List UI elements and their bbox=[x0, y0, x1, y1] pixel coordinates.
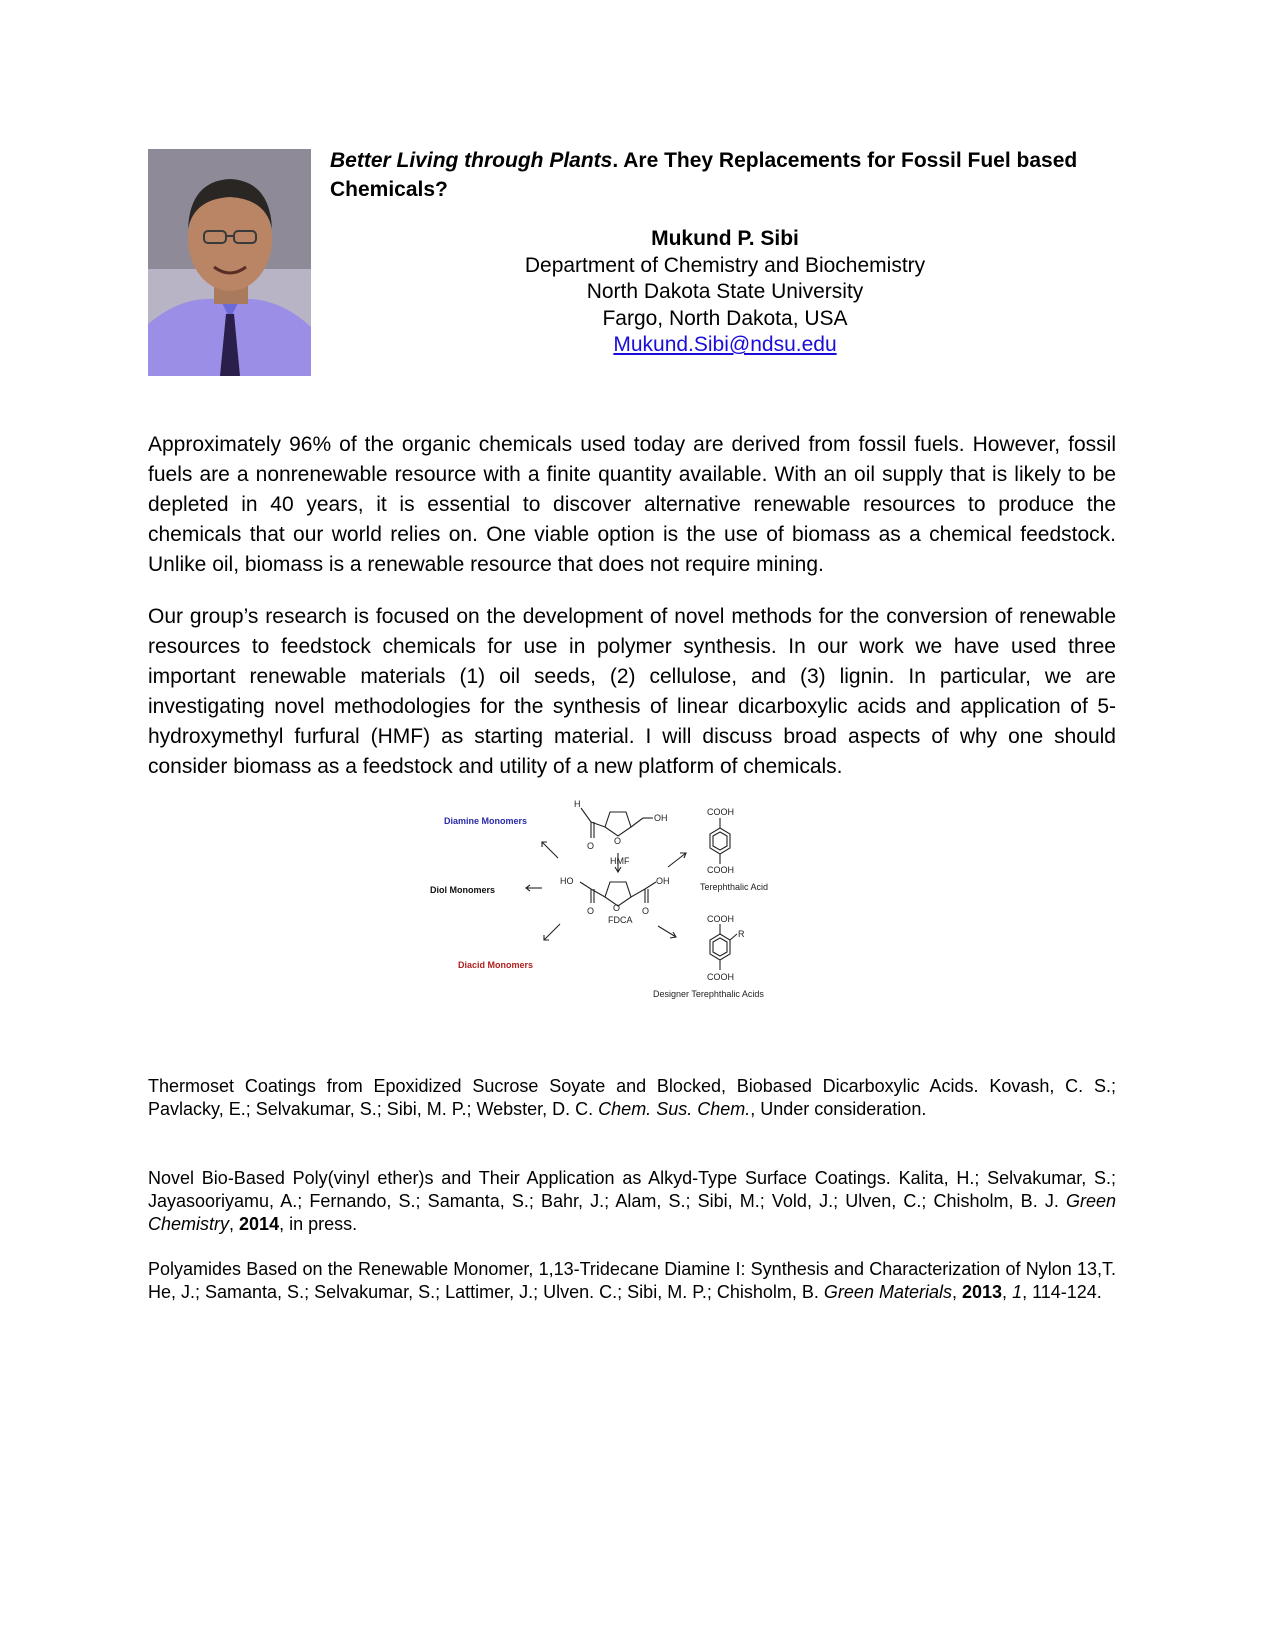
designer-terephthalic-label: Designer Terephthalic Acids bbox=[653, 989, 764, 999]
hmf-h-label: H bbox=[574, 800, 581, 809]
fdca-o-right-label: O bbox=[642, 906, 650, 916]
reference-2 bbox=[148, 1167, 1116, 1236]
reference-2-sep: , bbox=[229, 1214, 240, 1234]
designer-r-label: R bbox=[738, 929, 745, 939]
reference-3-text: Polyamides Based on the Renewable Monomer, 1,13-Tridecane Diamine I: Synthesis and Characterization of Nylon 13,T. He, J.; Samanta, S.; Selvakumar, S.; Lattimer, J.; Ulven. C.; Sibi, M. P.; Chisholm, B. bbox=[148, 1259, 1116, 1302]
author-photo bbox=[148, 149, 311, 376]
reference-2-journal: Green Chemistry bbox=[148, 1191, 1116, 1234]
fdca-ring-o-label: O bbox=[613, 903, 621, 913]
talk-title-italic: Better Living through Plants bbox=[330, 149, 613, 172]
diacid-monomers-label: Diacid Monomers bbox=[458, 960, 534, 970]
reference-3-sep2: , bbox=[1002, 1282, 1013, 1302]
reference-1-status: , Under consideration. bbox=[750, 1099, 927, 1119]
hmf-oh-label: OH bbox=[654, 813, 668, 823]
fdca-oh-label: OH bbox=[656, 876, 670, 886]
fdca-label: FDCA bbox=[608, 915, 633, 925]
hmf-o-label: O bbox=[587, 841, 595, 851]
reference-3-journal: Green Materials bbox=[823, 1282, 952, 1302]
hmf-ring-o-label: O bbox=[614, 836, 622, 846]
reference-2-text: Novel Bio-Based Poly(vinyl ether)s and Their Application as Alkyd-Type Surface Coatings. Kalita, H.; Selvakumar, S.; Jayasooriyamu, A.; Fernando, S.; Samanta, S.; Bahr, J.; Alam, S.; Sibi, M.; Vold, J.; Ulven, C.; Chisholm, B. J. bbox=[148, 1168, 1116, 1211]
reference-2-status: , in press. bbox=[279, 1214, 358, 1234]
designer-cooh-top: COOH bbox=[707, 914, 734, 924]
reference-1-text: Thermoset Coatings from Epoxidized Sucrose Soyate and Blocked, Biobased Dicarboxylic Acids. Kovash, C. S.; Pavlacky, E.; Selvakumar, S.; Sibi, M. P.; Webster, D. C. bbox=[148, 1076, 1116, 1119]
hmf-label: HMF bbox=[610, 856, 630, 866]
talk-title-rest: . Are They Replacements for Fossil Fuel based Chemicals? bbox=[330, 149, 1078, 201]
reference-3-pages: , 114-124. bbox=[1022, 1282, 1102, 1302]
reaction-scheme bbox=[430, 800, 830, 1050]
diol-monomers-label: Diol Monomers bbox=[430, 885, 496, 895]
talk-title bbox=[330, 146, 1130, 204]
author-info bbox=[430, 226, 1020, 359]
author-department: Department of Chemistry and Biochemistry bbox=[524, 253, 926, 277]
terephthalic-acid-label: Terephthalic Acid bbox=[700, 882, 769, 892]
reference-3-year: 2013 bbox=[962, 1282, 1003, 1302]
terephthalic-cooh-bottom: COOH bbox=[707, 865, 734, 875]
author-location: Fargo, North Dakota, USA bbox=[602, 306, 848, 330]
reference-3-volume: 1 bbox=[1012, 1282, 1023, 1302]
abstract-paragraph-1: Approximately 96% of the organic chemicals used today are derived from fossil fuels. However, fossil fuels are a nonrenewable resource with a finite quantity available. With an oil supply that is likely to be depleted in 40 years, it is essential to discover alternative renewable resources to produce the chemicals that our world relies on. One viable option is the use of biomass as a chemical feedstock. Unlike oil, biomass is a renewable resource that does not require mining. bbox=[148, 433, 1116, 576]
abstract-paragraph-2: Our group’s research is focused on the development of novel methods for the conversion of renewable resources to feedstock chemicals for use in polymer synthesis. In our work we have used three important renewable materials (1) oil seeds, (2) cellulose, and (3) lignin. In particular, we are investigating novel methodologies for the synthesis of linear dicarboxylic acids and application of 5-hydroxymethyl furfural (HMF) as starting material. I will discuss broad aspects of why one should consider biomass as a feedstock and utility of a new platform of chemicals. bbox=[148, 605, 1116, 778]
author-name: Mukund P. Sibi bbox=[651, 227, 799, 250]
terephthalic-cooh-top: COOH bbox=[707, 807, 734, 817]
author-email-link[interactable]: Mukund.Sibi@ndsu.edu bbox=[613, 333, 837, 356]
reference-2-year: 2014 bbox=[239, 1214, 280, 1234]
diamine-monomers-label: Diamine Monomers bbox=[444, 816, 528, 826]
reference-1-journal: Chem. Sus. Chem. bbox=[598, 1099, 751, 1119]
fdca-ho-label: HO bbox=[560, 876, 574, 886]
reference-3-sep: , bbox=[951, 1282, 962, 1302]
reference-1 bbox=[148, 1075, 1116, 1121]
reference-3 bbox=[148, 1258, 1116, 1304]
designer-cooh-bottom: COOH bbox=[707, 972, 734, 982]
fdca-o-left-label: O bbox=[587, 906, 595, 916]
author-university: North Dakota State University bbox=[586, 280, 864, 303]
